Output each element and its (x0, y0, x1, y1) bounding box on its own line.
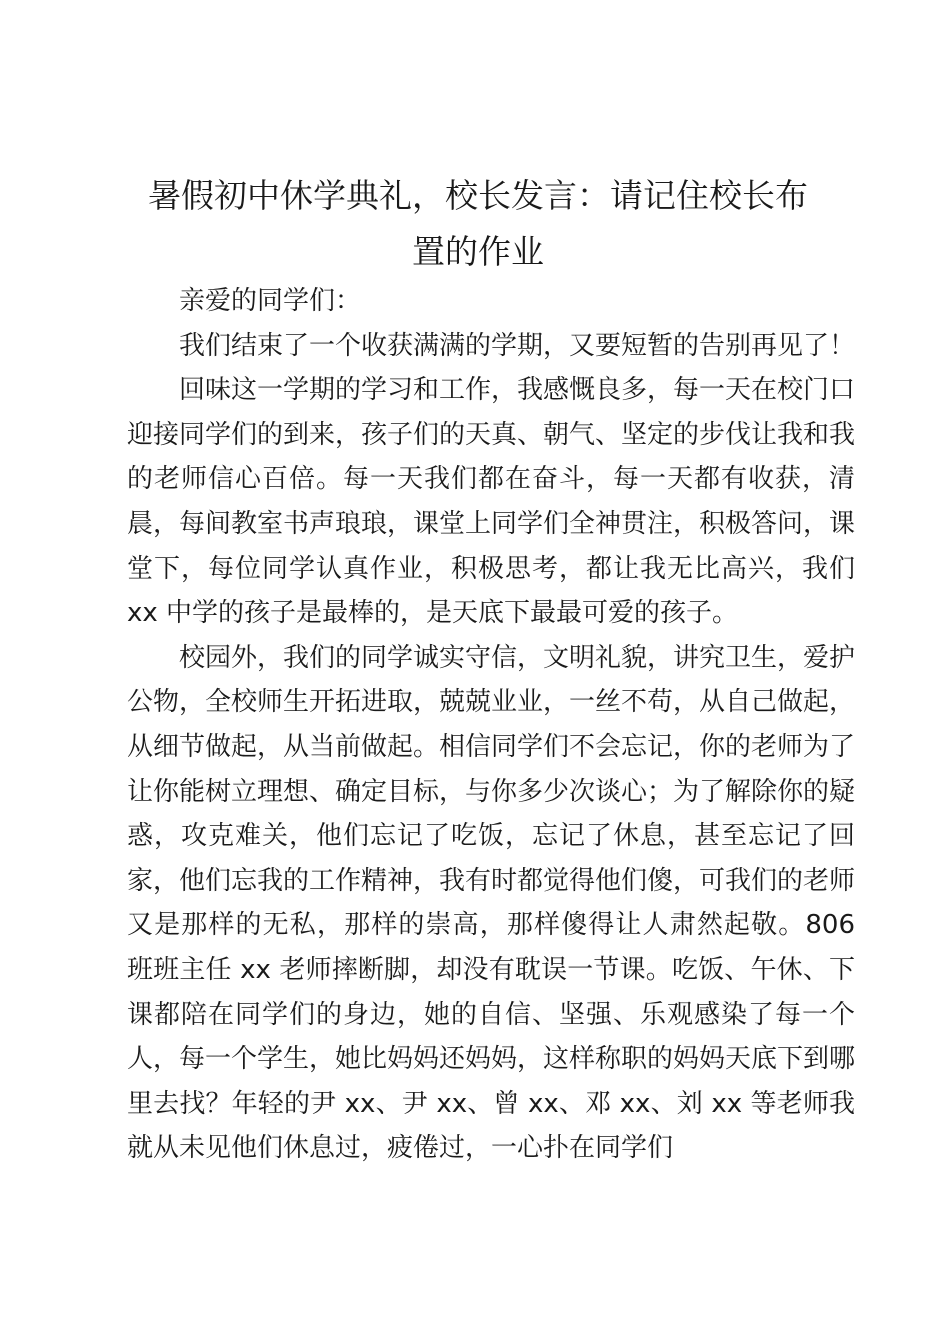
salutation-paragraph: 亲爱的同学们： (179, 286, 362, 316)
body-paragraph-2: 回味这一学期的学习和工作，我感慨良多，每一天在校门口迎接同学们的到来，孩子们的天真、朝气、坚定的步伐让我和我的老师信心百倍。每一天我们都在奋斗，每一天都有收获，清晨，每间教室书声琅琅，课堂上同学们全神贯注，积极答问，课堂下，每位同学认真作业，积极思考，都让我无比高兴，我们 xx 中学的孩子是最棒的，是天底下最最可爱的孩子。 (127, 375, 856, 629)
document-title (120, 168, 836, 280)
document-title-line-1: 暑假初中休学典礼，校长发言：请记住校长布 (148, 176, 808, 215)
document-title-line-2: 置的作业 (412, 232, 544, 271)
body-paragraph-3: 校园外，我们的同学诚实守信，文明礼貌，讲究卫生，爱护公物，全校师生开拓进取，兢兢业业，一丝不苟，从自己做起，从细节做起，从当前做起。相信同学们不会忘记，你的老师为了让你能树立理想、确定目标，与你多少次谈心；为了解除你的疑惑，攻克难关，他们忘记了吃饭，忘记了休息，甚至忘记了回家，他们忘我的工作精神，我有时都觉得他们傻，可我们的老师又是那样的无私，那样的崇高，那样傻得让人肃然起敬。806 班班主任 xx 老师摔断脚，却没有耽误一节课。吃饭、午休、下课都陪在同学们的身边，她的自信、坚强、乐观感染了每一个人，每一个学生，她比妈妈还妈妈，这样称职的妈妈天底下到哪里去找？年轻的尹 xx、尹 xx、曾 xx、邓 xx、刘 xx 等老师我就从未见他们休息过，疲倦过，一心扑在同学们 (127, 642, 856, 1164)
document-body (127, 279, 855, 1171)
body-paragraph-1: 我们结束了一个收获满满的学期，又要短暂的告别再见了！ (179, 330, 856, 361)
